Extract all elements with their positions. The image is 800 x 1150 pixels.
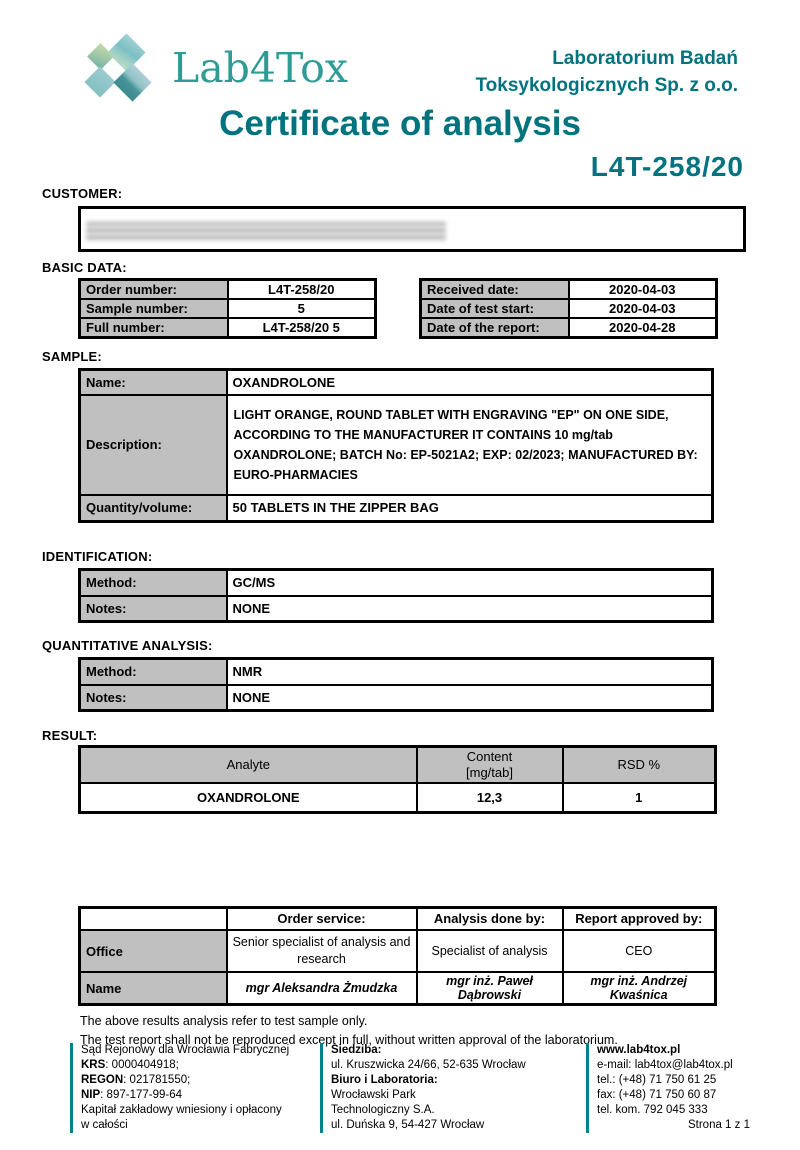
table-row [80,280,376,300]
row-label: Method: [80,659,227,685]
header [0,0,800,100]
company-name-line2: Toksykologicznych Sp. z o.o. [475,75,738,96]
row-label: Date of the report: [421,318,569,338]
customer-box [78,206,746,252]
footer-line: Biuro i Laboratoria: [331,1074,438,1086]
row-value: 2020-04-03 [569,280,717,300]
footer-line: Kapitał zakładowy wniesiony i opłacony [81,1104,282,1116]
footer-line: Technologiczny S.A. [331,1104,435,1116]
row-label: Quantity/volume: [80,495,227,522]
name-analysis-done-by: mgr inż. Paweł Dąbrowski [417,972,563,1005]
footer-line: REGON: 021781550; [81,1074,191,1086]
result-table [78,745,717,814]
footer-line: KRS: 0000404918; [81,1059,179,1071]
company-name-line1: Laboratorium Badań [552,48,738,69]
row-label: Method: [80,570,227,596]
table-row [421,280,717,300]
quantitative-method-value: NMR [227,659,713,685]
row-label: Name [80,972,227,1005]
signatures-header-report-approved-by: Report approved by: [563,907,716,930]
result-data-row [80,783,716,812]
logo-wordmark: Lab4Tox [172,44,348,92]
row-label: Order number: [80,280,228,300]
table-row [80,395,713,495]
footer-contact-column [586,1043,750,1133]
office-analysis-done-by: Specialist of analysis [417,930,563,972]
column-header-rsd: RSD % [563,747,716,784]
customer-section-label: CUSTOMER: [42,186,123,201]
logo-diamond-teal-top [107,33,145,71]
footer-registry-column [70,1043,320,1133]
row-label: Full number: [80,318,228,338]
quantitative-notes-value: NONE [227,685,713,711]
basic-data-left-table [78,278,377,339]
row-label: Notes: [80,596,227,622]
identification-table [78,568,714,623]
result-analyte: OXANDROLONE [80,783,417,812]
quantitative-table [78,657,714,712]
signatures-office-row [80,930,716,972]
sample-name-value: OXANDROLONE [227,370,713,395]
quantitative-section-label: QUANTITATIVE ANALYSIS: [42,638,213,653]
table-row [80,370,713,395]
footer-address-column [320,1043,586,1133]
table-row [80,596,713,622]
logo-diamonds-icon [86,36,160,100]
signatures-header-blank [80,907,227,930]
table-row [80,659,713,685]
page-title: Certificate of analysis [219,104,581,143]
footer-line: Sąd Rejonowy dla Wrocławia Fabrycznej [81,1044,290,1056]
identification-notes-value: NONE [227,596,713,622]
table-row [421,299,717,318]
name-report-approved-by: mgr inż. Andrzej Kwaśnica [563,972,716,1005]
office-report-approved-by: CEO [563,930,716,972]
footer-line: Siedziba: [331,1044,382,1056]
table-row [421,318,717,338]
lab4tox-logo [86,36,348,100]
result-rsd: 1 [563,783,716,812]
basic-data-section-label: BASIC DATA: [42,260,127,275]
signatures-header-row [80,907,716,930]
result-header-row [80,747,716,784]
table-row [80,495,713,522]
row-value: 2020-04-28 [569,318,717,338]
signatures-header-order-service: Order service: [227,907,417,930]
footer-line: w całości [81,1119,128,1131]
footer-line: NIP: 897-177-99-64 [81,1089,183,1101]
company-name [475,36,738,99]
row-value: 2020-04-03 [569,299,717,318]
signatures-header-analysis-done-by: Analysis done by: [417,907,563,930]
footer-line: ul. Kruszwicka 24/66, 52-635 Wrocław [331,1059,526,1071]
signatures-name-row [80,972,716,1005]
column-header-content [417,747,563,784]
table-row [80,570,713,596]
result-section-label: RESULT: [42,728,98,743]
column-header-content-line2: [mg/tab] [466,765,513,780]
certificate-number: L4T-258/20 [590,151,744,182]
column-header-analyte: Analyte [80,747,417,784]
row-value: 5 [228,299,376,318]
table-row [80,318,376,338]
result-content: 12,3 [417,783,563,812]
row-value: L4T-258/20 [228,280,376,300]
footer [70,1043,750,1133]
row-label: Received date: [421,280,569,300]
row-label: Name: [80,370,227,395]
basic-data-tables [78,278,800,339]
row-label: Sample number: [80,299,228,318]
logo-diamond-blue [84,66,115,97]
column-header-content-line1: Content [466,749,513,764]
page-indicator: Strona 1 z 1 [687,1119,750,1131]
row-label: Office [80,930,227,972]
footer-fax: fax: (+48) 71 750 60 87 [597,1089,717,1101]
footer-website: www.lab4tox.pl [597,1044,681,1056]
redacted-customer-info [86,222,446,241]
row-value: L4T-258/20 5 [228,318,376,338]
logo-diamond-green [87,43,114,70]
table-row [80,299,376,318]
sample-description-value: LIGHT ORANGE, ROUND TABLET WITH ENGRAVING "EP" ON ONE SIDE, ACCORDING TO THE MANUFACTURER IT CONTAINS 10 mg/tab OXANDROLONE; BATCH No: EP-5021A2; EXP: 02/2023; MANUFACTURED BY: EURO-PHARMACIES [227,395,713,495]
sample-section-label: SAMPLE: [42,349,102,364]
basic-data-right-table [419,278,718,339]
row-label: Description: [80,395,227,495]
name-order-service: mgr Aleksandra Żmudzka [227,972,417,1005]
disclaimer-line1: The above results analysis refer to test sample only. [80,1014,368,1028]
footer-phone: tel.: (+48) 71 750 61 25 [597,1074,717,1086]
identification-method-value: GC/MS [227,570,713,596]
footer-line: Wrocławski Park [331,1089,416,1101]
sample-table [78,368,714,523]
signatures-table [78,906,717,1007]
row-label: Notes: [80,685,227,711]
table-row [80,685,713,711]
footer-mobile: tel. kom. 792 045 333 [597,1104,708,1116]
logo-diamond-dark-teal [113,63,151,101]
identification-section-label: IDENTIFICATION: [42,549,153,564]
footer-email: e-mail: lab4tox@lab4tox.pl [597,1059,733,1071]
office-order-service: Senior specialist of analysis and research [227,930,417,972]
disclaimer-line2: The test report shall not be reproduced except in full, without written approval of the laboratorium. [80,1033,618,1047]
footer-line: ul. Duńska 9, 54-427 Wrocław [331,1119,485,1131]
sample-quantity-value: 50 TABLETS IN THE ZIPPER BAG [227,495,713,522]
row-label: Date of test start: [421,299,569,318]
